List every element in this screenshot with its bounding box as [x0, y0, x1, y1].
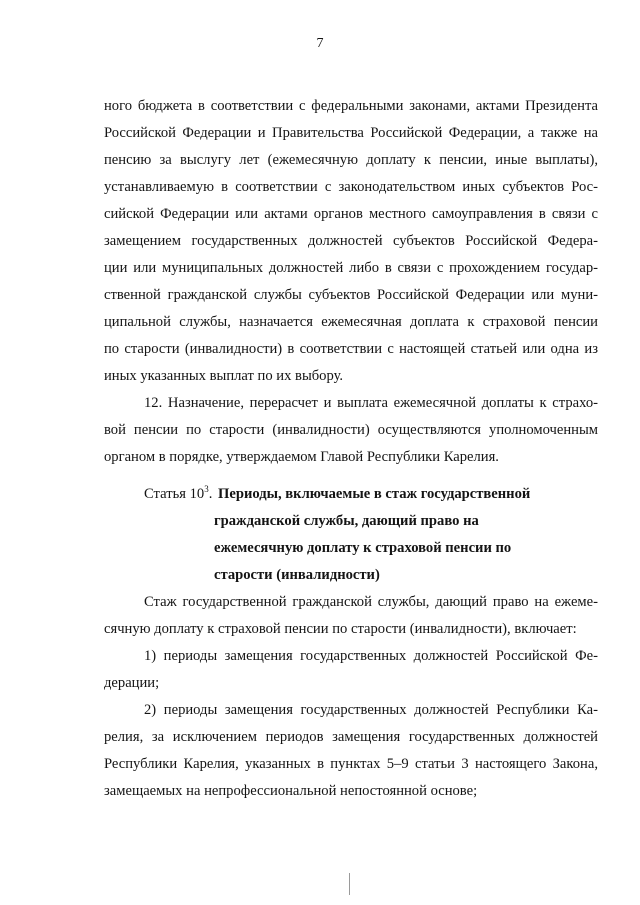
article-title-line: гражданской службы, дающий право на	[214, 513, 479, 529]
text-line: Республики Карелия, указанных в пунктах 5–9 статьи 3 настоящего Закона,	[104, 756, 598, 772]
text-line: сячную доплату к страховой пенсии по старости (инвалидности), включает:	[104, 621, 577, 637]
text-line: Стаж государственной гражданской службы, дающий право на ежеме-	[144, 594, 598, 610]
text-line: 1) периоды замещения государственных должностей Российской Фе-	[144, 648, 598, 664]
article-title-line: старости (инвалидности)	[214, 567, 380, 583]
text-line: ципальной службы, назначается ежемесячная доплата к страховой пенсии	[104, 314, 598, 330]
text-line: 12. Назначение, перерасчет и выплата ежемесячной доплаты к страхо-	[144, 395, 598, 411]
text-line: органом в порядке, утверждаемом Главой Республики Карелия.	[104, 449, 499, 465]
article-label: Статья $10^3$.	[144, 484, 213, 502]
scan-mark	[349, 873, 350, 895]
page-number: 7	[316, 36, 324, 51]
text-line: иных указанных выплат по их выбору.	[104, 368, 344, 384]
text-line: релия, за исключением периодов замещения государственных должностей	[104, 729, 598, 745]
text-line: Российской Федерации и Правительства Российской Федерации, а также на	[104, 125, 598, 141]
article-title-line: ежемесячную доплату к страховой пенсии по	[214, 540, 512, 556]
text-line: устанавливаемую в соответствии с законодательством иных субъектов Рос-	[104, 179, 598, 195]
text-line: ственной гражданской службы субъектов Российской Федерации или муни-	[104, 287, 598, 303]
article-label-superscript: 3	[204, 484, 209, 495]
text-line: сийской Федерации или актами органов местного самоуправления в связи с	[104, 206, 598, 222]
text-line: вой пенсии по старости (инвалидности) осуществляются уполномоченным	[104, 422, 598, 438]
text-line: ного бюджета в соответствии с федеральными законами, актами Президента	[104, 98, 598, 114]
text-line: замещением государственных должностей субъектов Российской Федера-	[104, 233, 598, 249]
text-line: ции или муниципальных должностей либо в связи с прохождением государ-	[104, 260, 598, 276]
text-line: замещаемых на непрофессиональной непостоянной основе;	[104, 783, 478, 799]
text-line: дерации;	[104, 675, 160, 691]
article-title-line: Периоды, включаемые в стаж государственной	[218, 486, 531, 502]
text-line: 2) периоды замещения государственных должностей Республики Ка-	[144, 702, 598, 718]
text-line: по старости (инвалидности) в соответствии с настоящей статьей или одна из	[104, 341, 598, 357]
text-line: пенсию за выслугу лет (ежемесячную доплату к пенсии, иные выплаты),	[104, 152, 598, 168]
